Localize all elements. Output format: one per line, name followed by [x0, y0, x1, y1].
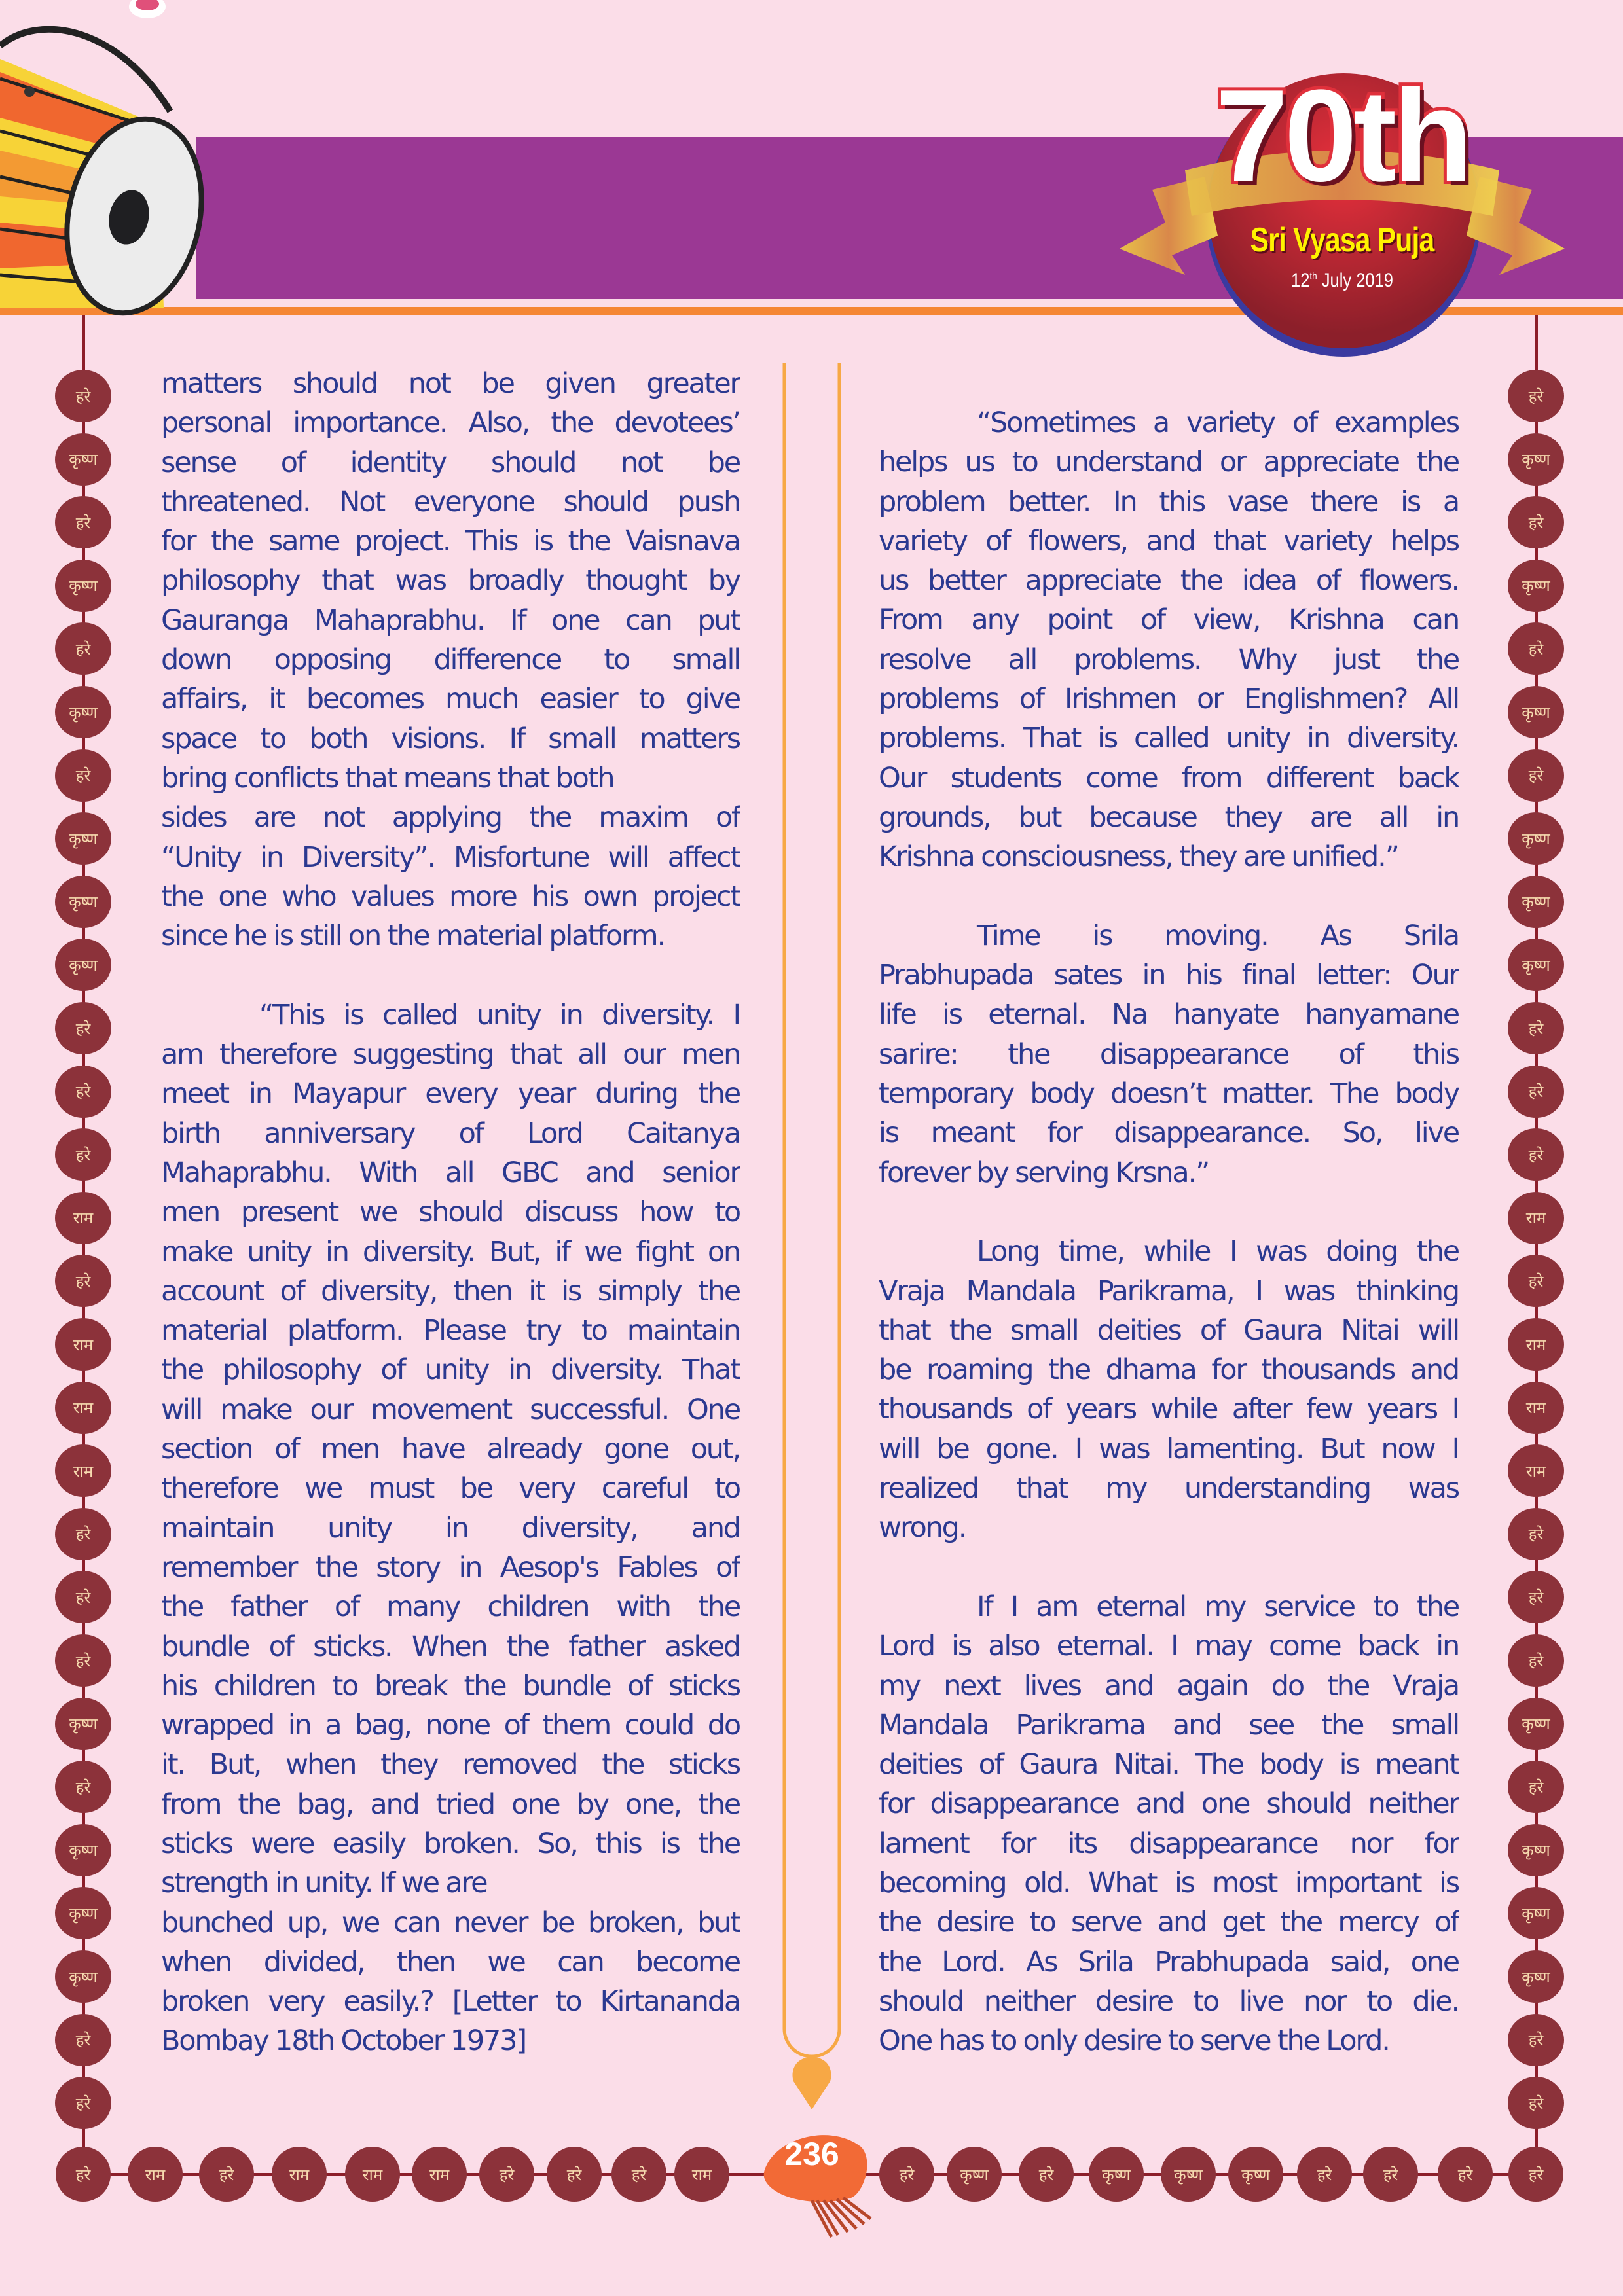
- page-number: 236: [784, 2136, 839, 2172]
- text-line: [161, 1232, 740, 1272]
- mantra-bead: हरे: [1508, 1761, 1564, 1813]
- text-line-content: bunched up, we can never be broken, but: [161, 1906, 740, 1939]
- mantra-bead: हरे: [55, 1255, 111, 1307]
- text-line-content: forever by serving Krsna.”: [879, 1156, 1209, 1189]
- text-line: [879, 1784, 1459, 1823]
- mantra-bead: हरे: [1508, 1066, 1564, 1118]
- text-line-content: birth anniversary of Lord Caitanya: [161, 1117, 740, 1150]
- paragraph: [161, 996, 740, 2061]
- mantra-bead: हरे: [1508, 622, 1564, 675]
- text-line: [879, 1074, 1459, 1113]
- text-line: [161, 1035, 740, 1074]
- text-line-content: “Unity in Diversity”. Misfortune will affect: [161, 840, 740, 874]
- text-line-content: becoming old. What is most important is: [879, 1866, 1459, 1899]
- text-line-content: problems. That is called unity in diversity.: [879, 722, 1459, 755]
- mantra-bead: राम: [674, 2147, 729, 2202]
- text-line-content: that the small deities of Gaura Nitai will: [879, 1314, 1459, 1347]
- mantra-bead: राम: [55, 1192, 111, 1244]
- mantra-bead: हरे: [547, 2147, 602, 2202]
- mantra-bead: राम: [1508, 1318, 1564, 1371]
- text-line-content: bundle of sticks. When the father asked: [161, 1630, 740, 1663]
- text-line-content: from the bag, and tried one by one, the: [161, 1787, 740, 1821]
- mantra-bead: कृष्ण: [1508, 1824, 1564, 1876]
- text-line: [161, 482, 740, 522]
- text-line-content: Bombay 18th October 1973]: [161, 2024, 526, 2058]
- paragraph: [879, 916, 1459, 1193]
- text-line: [161, 443, 740, 482]
- text-line-content: down opposing difference to small: [161, 643, 740, 677]
- text-line-content: Gauranga Mahaprabhu. If one can put: [161, 603, 740, 637]
- text-line-content: sides are not applying the maxim of: [161, 801, 740, 834]
- text-line: [161, 798, 740, 837]
- text-line-content: therefore we must be very careful to: [161, 1472, 740, 1505]
- text-line-content: am therefore suggesting that all our men: [161, 1038, 740, 1071]
- mantra-bead: हरे: [55, 1571, 111, 1623]
- text-line: [879, 719, 1459, 758]
- mantra-bead: राम: [412, 2147, 467, 2202]
- mantra-bead: कृष्ण: [1508, 939, 1564, 991]
- text-line: [161, 1706, 740, 1745]
- text-line: [879, 1666, 1459, 1706]
- text-line: [879, 1863, 1459, 1903]
- text-line-content: strength in unity. If we are: [161, 1867, 487, 1900]
- text-line: [161, 1311, 740, 1350]
- text-line-content: philosophy that was broadly thought by: [161, 564, 740, 598]
- text-line: [161, 996, 740, 1035]
- text-line-content: resolve all problems. Why just the: [879, 643, 1459, 676]
- text-line: [879, 1113, 1459, 1153]
- text-line-content: life is eternal. Na hanyate hanyamane: [879, 998, 1459, 1031]
- mantra-bead: कृष्ण: [55, 560, 111, 612]
- text-line: [161, 1824, 740, 1863]
- mantra-bead: हरे: [1508, 2077, 1564, 2129]
- mantra-bead: कृष्ण: [1508, 686, 1564, 738]
- text-line-content: the philosophy of unity in diversity. That: [161, 1354, 740, 1387]
- mantra-bead: कृष्ण: [1508, 1887, 1564, 1939]
- text-line: [879, 1469, 1459, 1508]
- text-line: [879, 403, 1459, 442]
- text-line-content: Krishna consciousness, they are unified.”: [879, 840, 1398, 874]
- text-line-content: the Lord. As Srila Prabhupada said, one: [879, 1945, 1459, 1979]
- text-line: [161, 522, 740, 561]
- text-line-content: will make our movement successful. One: [161, 1393, 740, 1426]
- text-line: [879, 759, 1459, 798]
- text-line-content: Lord is also eternal. I may come back in: [879, 1630, 1459, 1663]
- text-line: [879, 1390, 1459, 1429]
- text-line: [879, 1943, 1459, 1982]
- text-line-content: my next lives and again do the Vraja: [879, 1669, 1459, 1702]
- text-line-content: personal importance. Also, the devotees’: [161, 406, 740, 440]
- text-line: [161, 640, 740, 679]
- text-line: [161, 561, 740, 600]
- mantra-bead: हरे: [1508, 1571, 1564, 1623]
- text-line: [879, 837, 1459, 876]
- mantra-bead: हरे: [56, 2147, 111, 2202]
- tassel-icon: [812, 2198, 871, 2237]
- text-line-content: “This is called unity in diversity. I: [259, 998, 740, 1031]
- text-line: [879, 600, 1459, 639]
- mridanga-drum-illustration: [0, 0, 216, 327]
- text-line: [161, 719, 740, 759]
- text-line-content: us better appreciate the idea of flowers.: [879, 564, 1459, 598]
- text-line: [879, 798, 1459, 837]
- text-line-content: sarire: the disappearance of this: [879, 1037, 1459, 1071]
- text-line: [161, 1943, 740, 1982]
- text-line-content: his children to break the bundle of sticks: [161, 1669, 740, 1702]
- mantra-bead: कृष्ण: [1508, 876, 1564, 928]
- mantra-bead: कृष्ण: [1508, 1950, 1564, 2003]
- text-line: [161, 1903, 740, 1943]
- text-line: [879, 1232, 1459, 1271]
- text-line: [161, 1666, 740, 1706]
- text-line-content: the one who values more his own project: [161, 880, 740, 913]
- mantra-bead: राम: [1508, 1444, 1564, 1497]
- text-line: [879, 640, 1459, 679]
- text-line-content: Mahaprabhu. With all GBC and senior: [161, 1156, 740, 1189]
- mantra-bead: हरे: [1508, 2014, 1564, 2066]
- mantra-bead: हरे: [55, 496, 111, 548]
- text-line-content: make unity in diversity. But, if we fight on: [161, 1235, 740, 1268]
- text-line-content: problems of Irishmen or Englishmen? All: [879, 683, 1459, 716]
- mantra-bead: हरे: [1508, 1508, 1564, 1560]
- text-line-content: maintain unity in diversity, and: [161, 1511, 740, 1545]
- text-line: [879, 679, 1459, 719]
- text-line-content: One has to only desire to serve the Lord.: [879, 2024, 1389, 2058]
- text-line: [161, 916, 740, 956]
- text-line-content: “Sometimes a variety of examples: [977, 406, 1459, 439]
- mantra-bead: हरे: [199, 2147, 254, 2202]
- paragraph: [879, 1232, 1459, 1547]
- text-line-content: deities of Gaura Nitai. The body is meant: [879, 1748, 1459, 1782]
- text-line: [879, 1508, 1459, 1547]
- text-line-content: should neither desire to live nor to die.: [879, 1984, 1459, 2018]
- mantra-bead: हरे: [1508, 496, 1564, 548]
- text-line: [879, 1824, 1459, 1863]
- text-line: [161, 1863, 740, 1903]
- mantra-bead: हरे: [1508, 2147, 1563, 2202]
- text-line: [879, 522, 1459, 561]
- mantra-bead: कृष्ण: [55, 1698, 111, 1750]
- text-line-content: the desire to serve and get the mercy of: [879, 1906, 1459, 1939]
- badge-title: 70th: [1215, 63, 1469, 209]
- text-line: [161, 1469, 740, 1508]
- text-line-content: Mandala Parikrama and see the small: [879, 1708, 1459, 1742]
- text-line-content: problem better. In this vase there is a: [879, 485, 1459, 518]
- paragraph: [879, 1587, 1459, 2061]
- mantra-bead: हरे: [1508, 370, 1564, 422]
- text-line: [161, 403, 740, 442]
- badge-date-rest: July 2019: [1317, 270, 1393, 291]
- mantra-bead: कृष्ण: [55, 1824, 111, 1876]
- text-line-content: wrapped in a bag, none of them could do: [161, 1709, 740, 1742]
- mantra-bead: कृष्ण: [55, 812, 111, 865]
- text-line: [879, 1035, 1459, 1074]
- anniversary-badge: [1106, 59, 1578, 360]
- text-line-content: remember the story in Aesop's Fables of: [161, 1551, 740, 1584]
- mantra-bead: कृष्ण: [55, 876, 111, 928]
- text-line-content: sticks were easily broken. So, this is the: [161, 1827, 740, 1860]
- mantra-bead: हरे: [55, 1128, 111, 1181]
- text-line: [161, 877, 740, 916]
- badge-date-day: 12: [1291, 270, 1310, 291]
- mantra-bead: हरे: [1363, 2147, 1418, 2202]
- mantra-bead: हरे: [55, 370, 111, 422]
- text-line-content: the father of many children with the: [161, 1590, 740, 1624]
- mantra-bead: हरे: [1508, 1128, 1564, 1181]
- text-line: [161, 1272, 740, 1311]
- text-line: [879, 956, 1459, 995]
- text-line-content: temporary body doesn’t matter. The body: [879, 1077, 1459, 1111]
- mantra-bead: कृष्ण: [55, 433, 111, 486]
- mantra-bead: हरे: [479, 2147, 534, 2202]
- mantra-bead: हरे: [55, 749, 111, 802]
- text-line: [161, 364, 740, 403]
- text-line: [879, 1982, 1459, 2021]
- mantra-bead: राम: [55, 1382, 111, 1434]
- text-line-content: for the same project. This is the Vaisnava: [161, 525, 740, 558]
- text-line: [879, 1272, 1459, 1311]
- mantra-bead: राम: [1508, 1382, 1564, 1434]
- text-line-content: be roaming the dhama for thousands and: [879, 1354, 1459, 1387]
- mantra-bead: कृष्ण: [1228, 2147, 1283, 2202]
- text-line-content: threatened. Not everyone should push: [161, 485, 740, 518]
- text-line-content: Time is moving. As Srila: [977, 919, 1459, 952]
- column-divider: [779, 363, 845, 2111]
- text-line: [879, 916, 1459, 956]
- text-line-content: is meant for disappearance. So, live: [879, 1117, 1459, 1150]
- mantra-bead: कृष्ण: [1089, 2147, 1144, 2202]
- mantra-bead: हरे: [1297, 2147, 1352, 2202]
- text-line: [161, 1509, 740, 1548]
- mantra-bead: राम: [272, 2147, 327, 2202]
- mantra-bead: कृष्ण: [1508, 1698, 1564, 1750]
- text-line: [879, 482, 1459, 522]
- text-line-content: sense of identity should not be: [161, 446, 740, 479]
- text-line-content: grounds, but because they are all in: [879, 800, 1459, 834]
- mantra-bead: कृष्ण: [55, 686, 111, 738]
- text-line: [161, 1982, 740, 2021]
- text-line: [879, 1903, 1459, 1942]
- text-line-content: wrong.: [879, 1511, 966, 1545]
- mantra-bead: हरे: [55, 1508, 111, 1560]
- mantra-bead: हरे: [1019, 2147, 1074, 2202]
- mantra-bead: हरे: [1508, 1634, 1564, 1687]
- text-line: [161, 1153, 740, 1193]
- text-line-content: bring conflicts that means that both: [161, 761, 614, 795]
- text-line-content: lament for its disappearance nor for: [879, 1827, 1459, 1860]
- text-line-content: will be gone. I was lamenting. But now I: [879, 1432, 1459, 1465]
- mantra-bead: कृष्ण: [947, 2147, 1002, 2202]
- mantra-bead: राम: [345, 2147, 400, 2202]
- text-line-content: thousands of years while after few years I: [879, 1393, 1459, 1426]
- text-line: [879, 1350, 1459, 1390]
- text-line: [161, 1548, 740, 1587]
- mantra-bead: राम: [1508, 1192, 1564, 1244]
- badge-date-suffix: th: [1309, 271, 1317, 282]
- mantra-bead: कृष्ण: [55, 1950, 111, 2003]
- text-line-content: Vraja Mandala Parikrama, I was thinking: [879, 1274, 1459, 1308]
- text-line: [161, 2021, 740, 2060]
- text-line-content: material platform. Please try to maintain: [161, 1314, 740, 1348]
- text-line: [161, 1114, 740, 1153]
- mantra-bead: कृष्ण: [1508, 812, 1564, 865]
- text-line-content: since he is still on the material platform.: [161, 920, 665, 953]
- text-line-content: From any point of view, Krishna can: [879, 603, 1459, 637]
- text-line: [161, 1193, 740, 1232]
- text-line-content: space to both visions. If small matters: [161, 722, 740, 755]
- mantra-bead: हरे: [55, 1634, 111, 1687]
- text-line-content: If I am eternal my service to the: [977, 1590, 1459, 1623]
- mantra-bead: राम: [55, 1444, 111, 1497]
- mantra-bead: हरे: [55, 2077, 111, 2129]
- text-line-content: meet in Mayapur every year during the: [161, 1077, 740, 1111]
- mantra-bead: हरे: [1508, 1255, 1564, 1307]
- paragraph: [879, 403, 1459, 877]
- badge-subtitle: Sri Vyasa Puja: [1250, 221, 1434, 259]
- text-line: [879, 2021, 1459, 2060]
- mantra-bead: राम: [55, 1318, 111, 1371]
- text-line: [879, 1706, 1459, 1745]
- mantra-bead: हरे: [611, 2147, 666, 2202]
- mantra-bead: कृष्ण: [55, 1887, 111, 1939]
- divider-pendant: [792, 2057, 831, 2109]
- right-text-column: [879, 403, 1459, 2100]
- mantra-bead: कृष्ण: [1508, 433, 1564, 486]
- mantra-bead: हरे: [55, 622, 111, 675]
- text-line-content: variety of flowers, and that variety helps: [879, 524, 1459, 558]
- text-line-content: Long time, while I was doing the: [977, 1235, 1459, 1268]
- text-line: [161, 1627, 740, 1666]
- text-line-content: for disappearance and one should neither: [879, 1787, 1459, 1821]
- text-line: [161, 1429, 740, 1469]
- mantra-bead: हरे: [1438, 2147, 1493, 2202]
- text-line: [879, 1429, 1459, 1469]
- mantra-bead: कृष्ण: [1508, 560, 1564, 612]
- text-line-content: account of diversity, then it is simply the: [161, 1274, 740, 1308]
- mantra-bead: कृष्ण: [55, 939, 111, 991]
- text-line: [879, 561, 1459, 600]
- text-line: [161, 1350, 740, 1390]
- mantra-bead: हरे: [1508, 1002, 1564, 1054]
- badge-date: [1142, 270, 1542, 292]
- text-line: [879, 442, 1459, 482]
- text-line-content: realized that my understanding was: [879, 1472, 1459, 1505]
- text-line-content: Prabhupada sates in his final letter: Our: [879, 959, 1459, 992]
- text-line: [879, 995, 1459, 1034]
- text-line-content: helps us to understand or appreciate the: [879, 446, 1459, 479]
- mantra-bead: हरे: [55, 2014, 111, 2066]
- mantra-bead: हरे: [1508, 749, 1564, 802]
- mantra-bead: राम: [128, 2147, 183, 2202]
- left-text-column: [161, 364, 740, 2100]
- text-line: [161, 601, 740, 640]
- mantra-bead: हरे: [55, 1761, 111, 1813]
- text-line-content: section of men have already gone out,: [161, 1433, 740, 1466]
- text-line-content: when divided, then we can become: [161, 1945, 740, 1979]
- text-line-content: affairs, it becomes much easier to give: [161, 683, 740, 716]
- text-line-content: Our students come from different back: [879, 761, 1459, 795]
- text-line-content: it. But, when they removed the sticks: [161, 1748, 740, 1782]
- mantra-bead: हरे: [55, 1066, 111, 1118]
- text-line: [879, 1626, 1459, 1666]
- text-line-content: matters should not be given greater: [161, 367, 740, 400]
- text-line: [879, 1153, 1459, 1193]
- text-line: [161, 1390, 740, 1429]
- text-line-content: broken very easily.? [Letter to Kirtananda: [161, 1985, 740, 2018]
- text-line: [879, 1311, 1459, 1350]
- text-line: [161, 838, 740, 877]
- text-line: [161, 1074, 740, 1113]
- mantra-bead: कृष्ण: [1161, 2147, 1216, 2202]
- paragraph: [161, 364, 740, 956]
- text-line: [161, 1587, 740, 1626]
- text-line: [161, 679, 740, 719]
- mantra-bead: हरे: [55, 1002, 111, 1054]
- text-line: [879, 1745, 1459, 1784]
- text-line: [879, 1587, 1459, 1626]
- mantra-bead: हरे: [879, 2147, 934, 2202]
- text-line: [161, 1785, 740, 1824]
- text-line: [161, 1745, 740, 1784]
- text-line: [161, 759, 740, 798]
- text-line-content: men present we should discuss how to: [161, 1196, 740, 1229]
